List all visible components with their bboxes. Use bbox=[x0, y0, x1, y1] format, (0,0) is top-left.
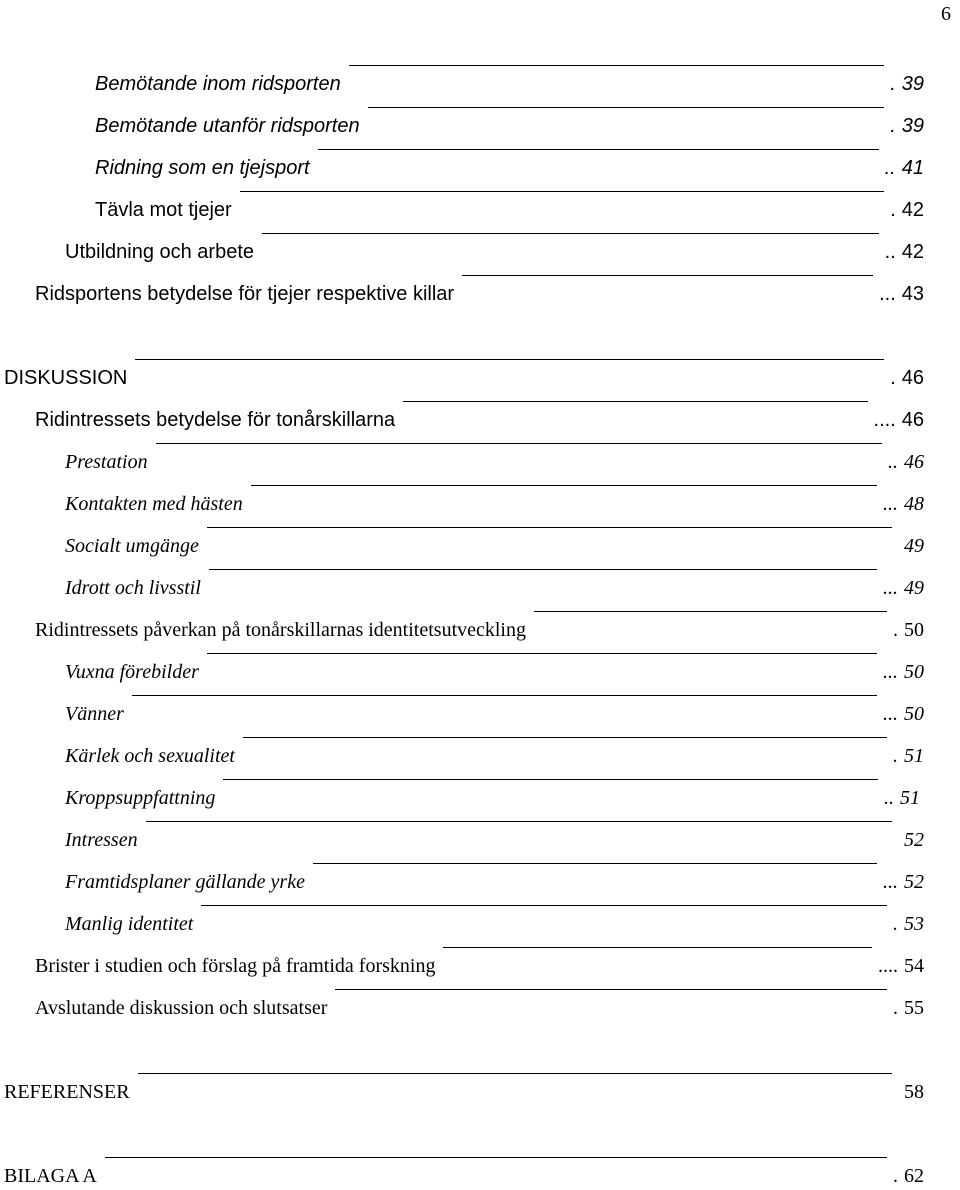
toc-entry-dots: . bbox=[893, 1165, 898, 1187]
toc-entry-label: Idrott och livsstil bbox=[65, 577, 201, 599]
dot-leader bbox=[201, 905, 887, 906]
toc-entry-dots: . bbox=[893, 997, 898, 1019]
dot-leader bbox=[223, 779, 878, 780]
toc-entry-page: 51 bbox=[904, 745, 924, 767]
toc-entry-tavla-mot-tjejer[interactable] bbox=[95, 196, 924, 224]
dot-leader bbox=[135, 359, 884, 360]
toc-entry-dots: . bbox=[890, 199, 896, 221]
toc-entry-page: 55 bbox=[904, 997, 924, 1019]
toc-entry-dots: ... bbox=[883, 577, 898, 599]
toc-entry-page: 46 bbox=[901, 367, 924, 389]
dot-leader bbox=[138, 1073, 892, 1074]
toc-entry-label: Kontakten med hästen bbox=[65, 493, 243, 515]
toc-entry-vanner[interactable] bbox=[65, 700, 924, 728]
toc-entry-socialt-umgange[interactable] bbox=[65, 532, 924, 560]
dot-leader bbox=[443, 947, 872, 948]
toc-entry-dots: ... bbox=[883, 493, 898, 515]
toc-entry-bemotande-utanfor-ridsporten[interactable] bbox=[95, 112, 924, 140]
dot-leader bbox=[368, 107, 885, 108]
toc-entry-label: Framtidsplaner gällande yrke bbox=[65, 871, 305, 893]
toc-entry-dots: . bbox=[893, 745, 898, 767]
toc-entry-framtidsplaner[interactable] bbox=[65, 868, 924, 896]
toc-entry-label: Ridintressets påverkan på tonårskillarnas identitetsutveckling bbox=[35, 619, 526, 641]
toc-entry-dots: . bbox=[893, 619, 898, 641]
toc-entry-label: Vuxna förebilder bbox=[65, 661, 199, 683]
toc-entry-label: DISKUSSION bbox=[4, 367, 128, 389]
dot-leader bbox=[243, 737, 887, 738]
toc-entry-label: Prestation bbox=[65, 451, 148, 473]
toc-entry-prestation[interactable] bbox=[65, 448, 924, 476]
toc-entry-ridsportens-betydelse[interactable] bbox=[35, 280, 924, 308]
toc-entry-label: Ridning som en tjejsport bbox=[95, 157, 310, 179]
dot-leader bbox=[105, 1157, 887, 1158]
dot-leader bbox=[313, 863, 877, 864]
toc-entry-page: 49 bbox=[904, 577, 924, 599]
toc-entry-dots: . bbox=[893, 913, 898, 935]
toc-entry-page: 42 bbox=[901, 199, 924, 221]
page-number: 6 bbox=[941, 3, 951, 25]
toc-entry-page: 53 bbox=[904, 913, 924, 935]
toc-entry-page: 50 bbox=[904, 619, 924, 641]
toc-entry-label: Bemötande inom ridsporten bbox=[95, 73, 341, 95]
toc-entry-page: 50 bbox=[904, 703, 924, 725]
toc-entry-intressen[interactable] bbox=[65, 826, 924, 854]
dot-leader bbox=[349, 65, 884, 66]
toc-entry-dots: . bbox=[890, 73, 896, 95]
dot-leader bbox=[262, 233, 879, 234]
toc-entry-dots: . bbox=[890, 367, 896, 389]
toc-entry-page: 42 bbox=[901, 241, 924, 263]
toc-entry-label: Avslutande diskussion och slutsatser bbox=[35, 997, 328, 1019]
dot-leader bbox=[462, 275, 873, 276]
toc-entry-ridning-som-en-tjejsport[interactable] bbox=[95, 154, 924, 182]
toc-entry-dots: ... bbox=[879, 283, 896, 305]
toc-entry-label: Tävla mot tjejer bbox=[95, 199, 232, 221]
toc-entry-page: 46 bbox=[901, 409, 924, 431]
dot-leader bbox=[251, 485, 877, 486]
toc-entry-avslutande-diskussion[interactable] bbox=[35, 994, 924, 1022]
toc-entry-dots: .. bbox=[884, 157, 896, 179]
dot-leader bbox=[335, 989, 887, 990]
dot-leader bbox=[146, 821, 892, 822]
toc-entry-page: 39 bbox=[901, 73, 924, 95]
toc-entry-manlig-identitet[interactable] bbox=[65, 910, 924, 938]
toc-entry-page: 52 bbox=[904, 871, 924, 893]
toc-entry-dots: .. bbox=[888, 451, 898, 473]
toc-entry-label: Kroppsuppfattning bbox=[65, 787, 216, 809]
toc-entry-ridintressets-paverkan[interactable] bbox=[35, 616, 924, 644]
dot-leader bbox=[156, 443, 882, 444]
dot-leader bbox=[207, 527, 892, 528]
toc-entry-page: 39 bbox=[901, 115, 924, 137]
toc-entry-label: Utbildning och arbete bbox=[65, 241, 255, 263]
dot-leader bbox=[403, 401, 867, 402]
toc-entry-page: 51 bbox=[900, 787, 920, 809]
toc-entry-idrott-och-livsstil[interactable] bbox=[65, 574, 924, 602]
toc-entry-dots: .... bbox=[873, 409, 896, 431]
toc-entry-referenser[interactable] bbox=[4, 1078, 924, 1106]
toc-entry-page: 54 bbox=[904, 955, 924, 977]
toc-entry-dots: .. bbox=[884, 787, 894, 809]
toc-entry-label: Bemötande utanför ridsporten bbox=[95, 115, 360, 137]
toc-entry-dots: ... bbox=[883, 703, 898, 725]
toc-entry-page: 48 bbox=[904, 493, 924, 515]
toc-entry-label: Brister i studien och förslag på framtida forskning bbox=[35, 955, 436, 977]
toc-entry-dots: .... bbox=[878, 955, 898, 977]
toc-entry-page: 46 bbox=[904, 451, 924, 473]
dot-leader bbox=[318, 149, 879, 150]
toc-entry-label: Kärlek och sexualitet bbox=[65, 745, 235, 767]
toc-entry-dots: ... bbox=[883, 661, 898, 683]
toc-entry-label: BILAGA A bbox=[4, 1165, 97, 1187]
toc-entry-page: 62 bbox=[904, 1165, 924, 1187]
toc-entry-ridintressets-betydelse[interactable] bbox=[35, 406, 924, 434]
dot-leader bbox=[534, 611, 887, 612]
toc-entry-label: Ridsportens betydelse för tjejer respektive killar bbox=[35, 283, 455, 305]
toc-entry-page: 49 bbox=[904, 535, 924, 557]
dot-leader bbox=[240, 191, 884, 192]
toc-entry-bemotande-inom-ridsporten[interactable] bbox=[95, 70, 924, 98]
dot-leader bbox=[209, 569, 877, 570]
toc-entry-diskussion[interactable] bbox=[4, 364, 924, 392]
toc-entry-label: Socialt umgänge bbox=[65, 535, 199, 557]
toc-entry-label: REFERENSER bbox=[4, 1081, 130, 1103]
toc-entry-kroppsuppfattning[interactable] bbox=[65, 784, 920, 812]
toc-entry-utbildning-och-arbete[interactable] bbox=[65, 238, 924, 266]
toc-entry-label: Ridintressets betydelse för tonårskillarna bbox=[35, 409, 396, 431]
toc-entry-kontakten-med-hasten[interactable] bbox=[65, 490, 924, 518]
toc-entry-vuxna-forebilder[interactable] bbox=[65, 658, 924, 686]
toc-entry-page: 58 bbox=[904, 1081, 924, 1103]
toc-entry-page: 41 bbox=[901, 157, 924, 179]
dot-leader bbox=[132, 695, 877, 696]
toc-entry-brister-i-studien[interactable] bbox=[35, 952, 924, 980]
toc-entry-page: 50 bbox=[904, 661, 924, 683]
toc-entry-karlek-och-sexualitet[interactable] bbox=[65, 742, 924, 770]
toc-entry-dots: .. bbox=[884, 241, 896, 263]
toc-entry-label: Intressen bbox=[65, 829, 138, 851]
toc-entry-page: 52 bbox=[904, 829, 924, 851]
toc-entry-dots: ... bbox=[883, 871, 898, 893]
toc-entry-label: Manlig identitet bbox=[65, 913, 194, 935]
dot-leader bbox=[207, 653, 877, 654]
toc-entry-page: 43 bbox=[901, 283, 924, 305]
toc-entry-label: Vänner bbox=[65, 703, 124, 725]
toc-entry-dots: . bbox=[890, 115, 896, 137]
